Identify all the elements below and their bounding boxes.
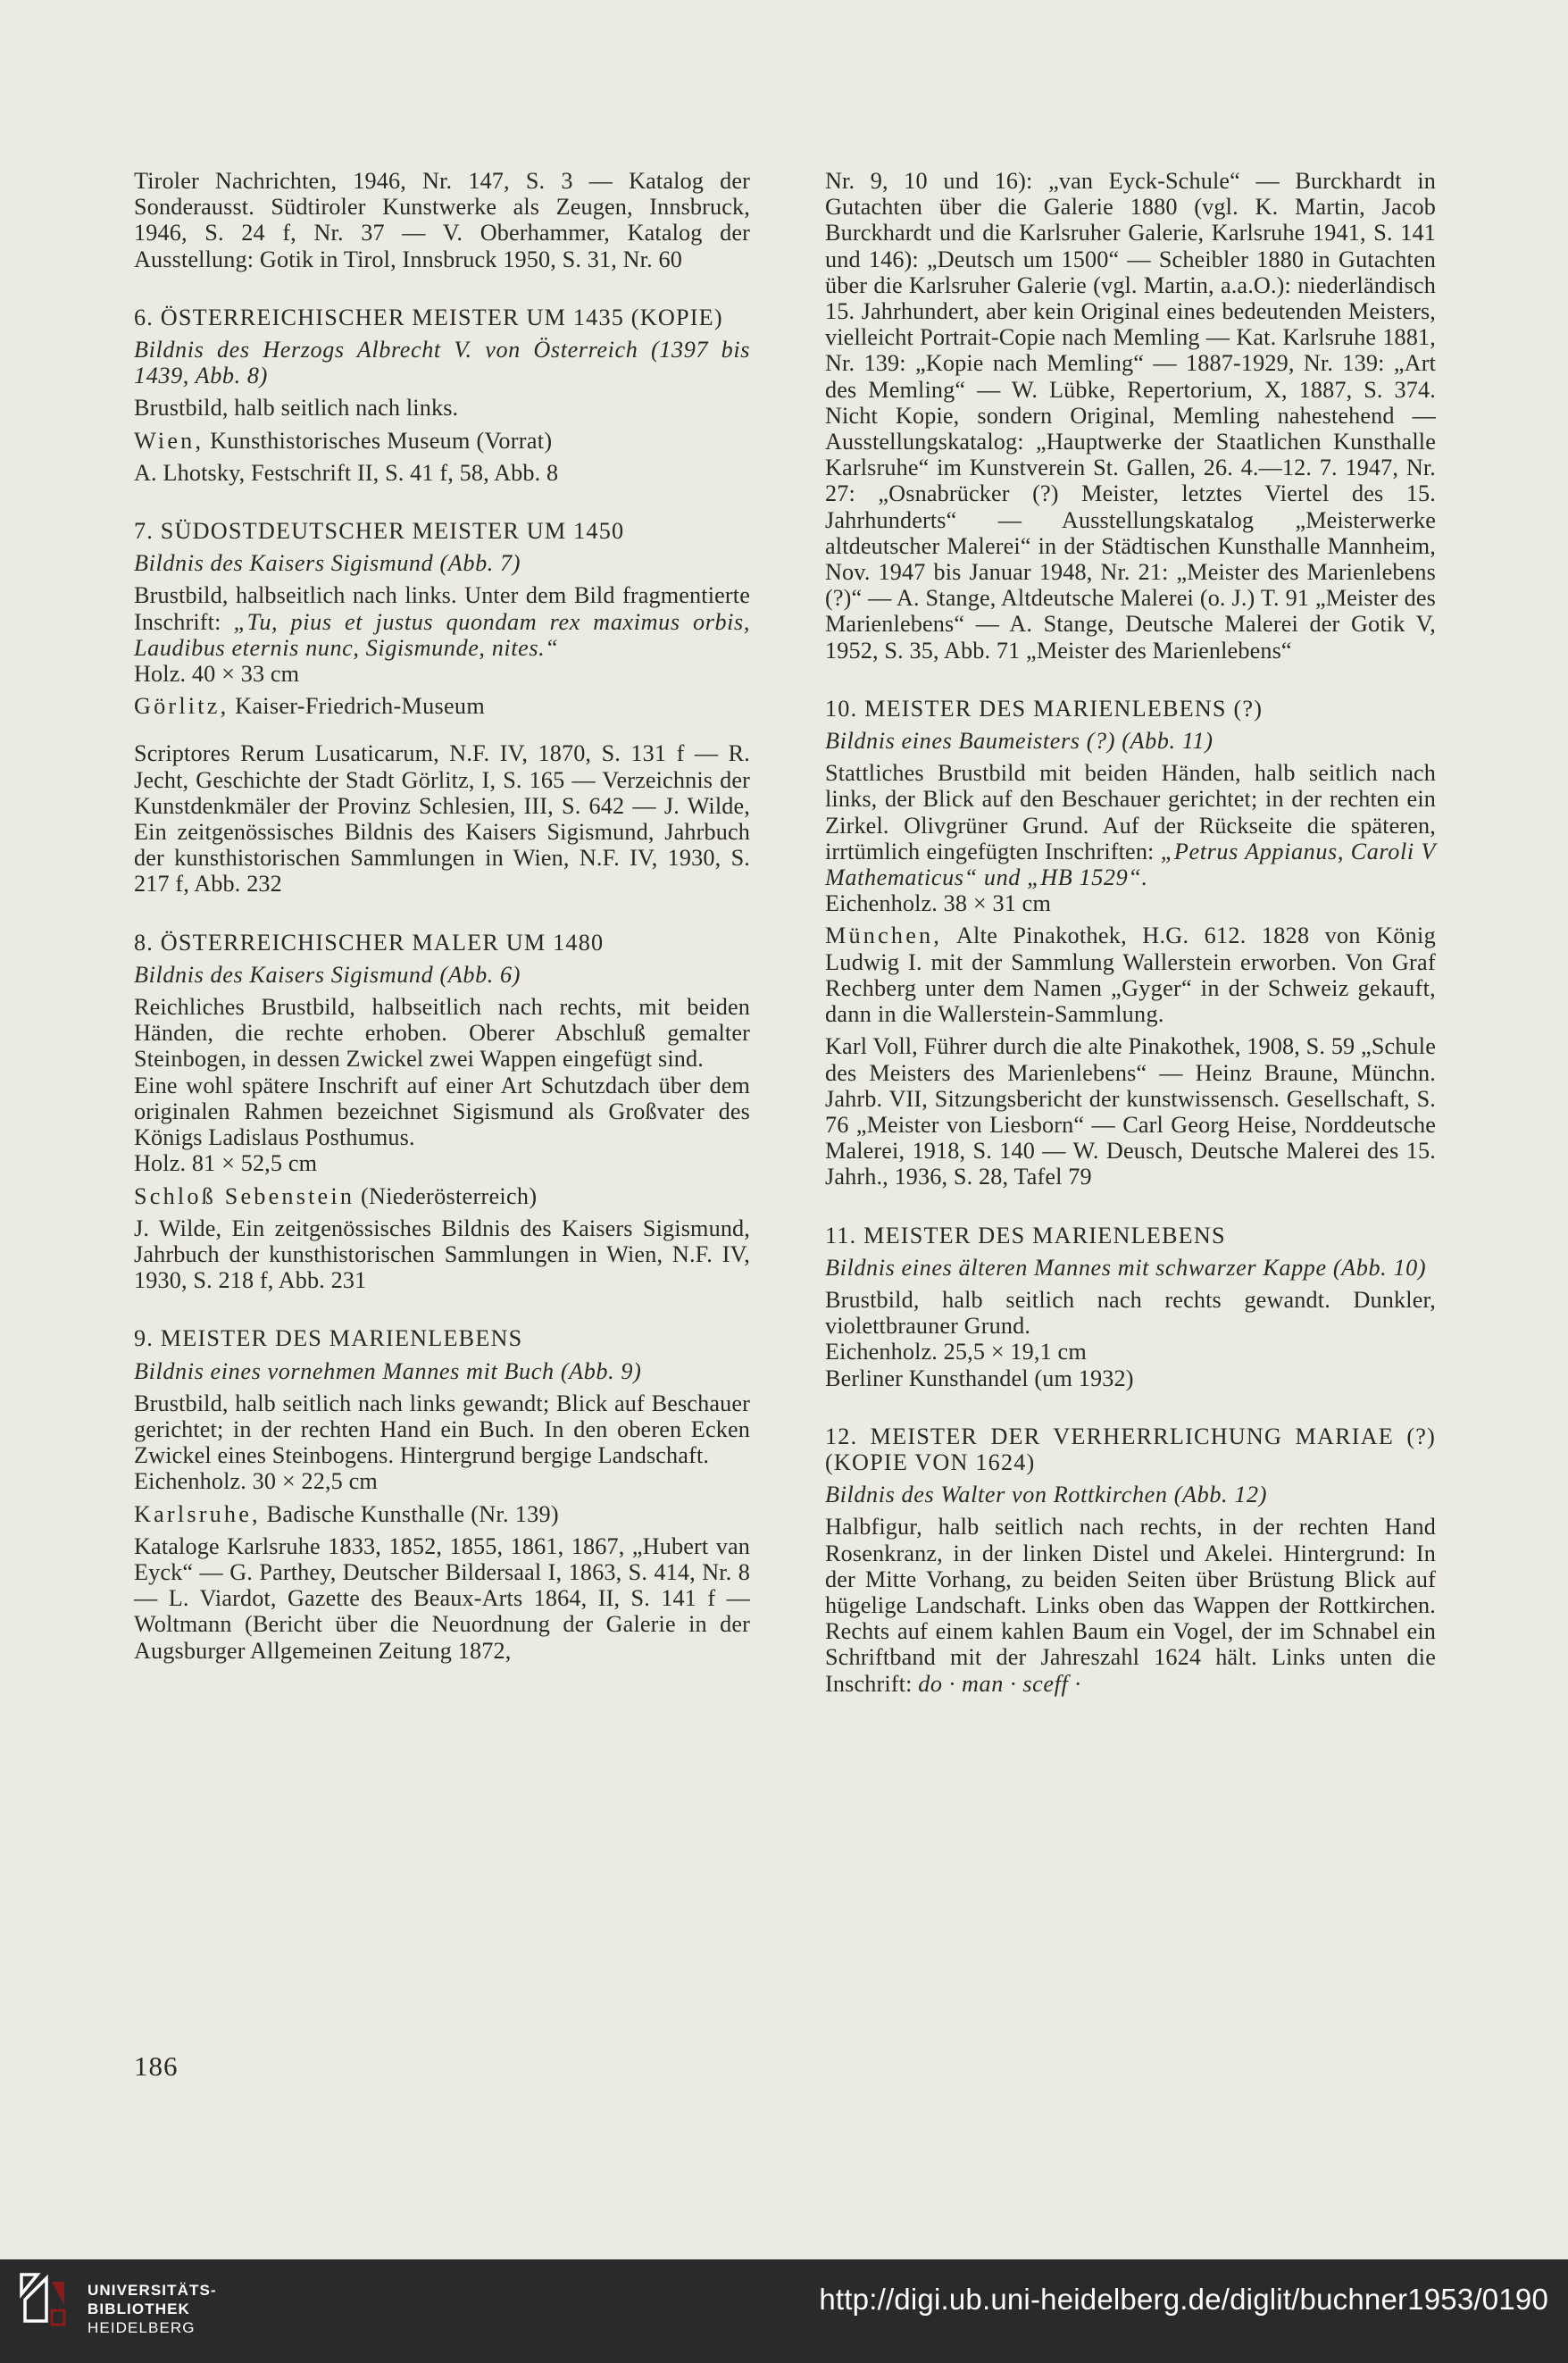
university-library-logo-icon[interactable] bbox=[16, 2269, 70, 2330]
entry-11-subtitle: Bildnis eines älteren Mannes mit schwarzer Kappe (Abb. 10) bbox=[825, 1254, 1427, 1281]
entry-9-literature: Kataloge Karlsruhe 1833, 1852, 1855, 1861, 1867, „Hubert van Eyck“ — G. Parthey, Deutscher Bildersaal I, 1863, S. 414, Nr. 8 — L. Viardot, Gazette des Beaux-Arts 1864, II, S. 141 f — Woltmann (Bericht über die Neuordnung der Galerie in der Augsburger Allgemeinen Zeitung 1872, bbox=[134, 1532, 750, 1664]
entry-12-heading: 12. MEISTER DER VERHERRLICHUNG MARIAE (?) (KOPIE VON 1624) bbox=[825, 1423, 1436, 1475]
entry-6-location-rest: Kunsthistorisches Museum (Vorrat) bbox=[204, 427, 553, 454]
entry-10-inscription: „Petrus Appianus, Caroli V Mathematicus“ und „HB 1529“. bbox=[825, 838, 1436, 891]
entry-7-description bbox=[134, 582, 750, 661]
entry-7-literature: Scriptores Rerum Lusaticarum, N.F. IV, 1870, S. 131 f — R. Jecht, Geschichte der Stadt Görlitz, I, S. 165 — Verzeichnis der Kunstdenkmäler der Provinz Schlesien, III, S. 642 — J. Wilde, Ein zeitgenössisches Bildnis des Kaisers Sigismund, Jahrbuch der kunsthistorischen Sammlungen in Wien, N.F. IV, 1930, S. 217 f, Abb. 232 bbox=[134, 740, 750, 898]
right-column bbox=[825, 168, 1436, 1697]
library-name-line-1: UNIVERSITÄTS- bbox=[88, 2282, 217, 2299]
entry-11-heading: 11. MEISTER DES MARIENLEBENS bbox=[825, 1222, 1226, 1248]
entry-11-material: Eichenholz. 25,5 × 19,1 cm bbox=[825, 1339, 1087, 1365]
entry-12-subtitle: Bildnis des Walter von Rottkirchen (Abb. 12) bbox=[825, 1482, 1268, 1508]
entry-7-material: Holz. 40 × 33 cm bbox=[134, 661, 300, 688]
page-number: 186 bbox=[134, 2050, 179, 2082]
entry-9-material: Eichenholz. 30 × 22,5 cm bbox=[134, 1468, 378, 1495]
entry-8-description: Reichliches Brustbild, halbseitlich nach rechts, mit beiden Händen, die rechte erhoben. Oberer Abschluß gemalter Steinbogen, in dessen Zwickel zwei Wappen eingefügt sind. bbox=[134, 994, 750, 1073]
intro-literature: Tiroler Nachrichten, 1946, Nr. 147, S. 3 — Katalog der Sonderausst. Südtiroler Kunstwerke als Zeugen, Innsbruck, 1946, S. 24 f, Nr. 37 — V. Oberhammer, Katalog der Ausstellung: Gotik in Tirol, Innsbruck 1950, S. 31, Nr. 60 bbox=[134, 168, 750, 272]
entry-8-literature: J. Wilde, Ein zeitgenössisches Bildnis des Kaisers Sigismund, Jahrbuch der kunsthistorischen Sammlungen in Wien, N.F. IV, 1930, S. 218 f, Abb. 231 bbox=[134, 1215, 750, 1294]
entry-7-heading: 7. SÜDOSTDEUTSCHER MEISTER UM 1450 bbox=[134, 518, 625, 545]
entry-9-location-city: Karlsruhe, bbox=[134, 1500, 261, 1527]
entry-9-location bbox=[134, 1501, 750, 1527]
entry-7-description-text: Brustbild, halbseitlich nach links. Unter dem Bild fragmentierte Inschrift: bbox=[134, 582, 750, 635]
entry-7-inscription: „Tu, pius et justus quondam rex maximus orbis, Laudibus eternis nunc, Sigismunde, nites.“ bbox=[134, 608, 750, 661]
library-name-line-3: HEIDELBERG bbox=[88, 2319, 196, 2336]
entry-11-description: Brustbild, halb seitlich nach rechts gewandt. Dunkler, violettbrauner Grund. bbox=[825, 1286, 1436, 1340]
entry-6-heading: 6. ÖSTERREICHISCHER MEISTER UM 1435 (KOPIE) bbox=[134, 304, 723, 330]
entry-6-subtitle: Bildnis des Herzogs Albrecht V. von Österreich (1397 bis 1439, Abb. 8) bbox=[134, 337, 750, 389]
entry-8-material: Holz. 81 × 52,5 cm bbox=[134, 1150, 318, 1177]
entry-8-location-rest: (Niederösterreich) bbox=[354, 1182, 538, 1209]
entry-7-location bbox=[134, 693, 750, 719]
entry-10-location-rest: Alte Pinakothek, H.G. 612. 1828 von König Ludwig I. mit der Sammlung Wallerstein erworben. Von Graf Rechberg unter dem Namen „Gyger“ in der Schweiz gekauft, dann in die Wallerstein-Sammlung. bbox=[825, 923, 1436, 1028]
entry-6-location-city: Wien, bbox=[134, 427, 204, 454]
entry-7-location-city: Görlitz, bbox=[134, 693, 229, 720]
entry-10-heading: 10. MEISTER DES MARIENLEBENS (?) bbox=[825, 695, 1264, 722]
entry-10-location bbox=[825, 923, 1436, 1027]
entry-8-subtitle: Bildnis des Kaisers Sigismund (Abb. 6) bbox=[134, 961, 521, 988]
entry-10-location-city: München, bbox=[825, 923, 943, 949]
left-column bbox=[134, 168, 750, 1664]
entry-10-material: Eichenholz. 38 × 31 cm bbox=[825, 890, 1051, 917]
entry-6-location bbox=[134, 428, 750, 454]
entry-9-subtitle: Bildnis eines vornehmen Mannes mit Buch (Abb. 9) bbox=[134, 1357, 642, 1384]
entry-9-literature-continued: Nr. 9, 10 und 16): „van Eyck-Schule“ — Burckhardt in Gutachten über die Galerie 1880 (vgl. K. Martin, Jacob Burckhardt und die Karlsruher Galerie, Karlsruhe 1941, S. 141 und 146): „Deutsch um 1500“ — Scheibler 1880 in Gutachten über die Karlsruher Galerie (vgl. Martin, a.a.O.): niederländisch 15. Jahrhundert, aber kein Original eines bedeutenden Meisters, vielleicht Portrait-Copie nach Memling — Kat. Karlsruhe 1881, Nr. 139: „Kopie nach Memling“ — 1887-1929, Nr. 139: „Art des Memling“ — W. Lübke, Repertorium, X, 1887, S. 374. Nicht Kopie, sondern Original, Memling nahestehend — Ausstellungskatalog: „Hauptwerke der Staatlichen Kunsthalle Karlsruhe“ im Kunstverein St. Gallen, 26. 4.—12. 7. 1947, Nr. 27: „Osnabrücker (?) Meister, letztes Viertel des 15. Jahrhunderts“ — Ausstellungskatalog „Meisterwerke altdeutscher Malerei“ in der Städtischen Kunsthalle Mannheim, Nov. 1947 bis Januar 1948, Nr. 21: „Meister des Marienlebens (?)“ — A. Stange, Altdeutsche Malerei (o. J.) T. 91 „Meister des Marienlebens“ — A. Stange, Deutsche Malerei der Gotik V, 1952, S. 35, Abb. 71 „Meister des Marienlebens“ bbox=[825, 168, 1436, 664]
entry-10-subtitle: Bildnis eines Baumeisters (?) (Abb. 11) bbox=[825, 728, 1214, 755]
entry-9-location-rest: Badische Kunsthalle (Nr. 139) bbox=[260, 1500, 559, 1527]
entry-8-location bbox=[134, 1183, 750, 1209]
library-name-line-2: BIBLIOTHEK bbox=[88, 2300, 190, 2317]
entry-7-subtitle: Bildnis des Kaisers Sigismund (Abb. 7) bbox=[134, 550, 521, 577]
entry-7-location-rest: Kaiser-Friedrich-Museum bbox=[229, 693, 485, 720]
entry-6-description: Brustbild, halb seitlich nach links. bbox=[134, 395, 459, 422]
entry-9-description: Brustbild, halb seitlich nach links gewandt; Blick auf Beschauer gerichtet; in der rechten Hand ein Buch. In den oberen Ecken Zwickel eines Steinbogens. Hintergrund bergige Landschaft. bbox=[134, 1390, 750, 1469]
entry-11-location: Berliner Kunsthandel (um 1932) bbox=[825, 1365, 1134, 1391]
entry-6-literature: A. Lhotsky, Festschrift II, S. 41 f, 58, Abb. 8 bbox=[134, 459, 559, 486]
entry-10-description-text: Stattliches Brustbild mit beiden Händen, halb seitlich nach links, der Blick auf den Beschauer gerichtet; in der rechten ein Zirkel. Olivgrüner Grund. Auf der Rückseite die späteren, irrtümlich eingefügten Inschriften: bbox=[825, 760, 1436, 864]
entry-8-location-city: Schloß Sebenstein bbox=[134, 1182, 355, 1209]
entry-12-description-text: Halbfigur, halb seitlich nach rechts, in der rechten Hand Rosenkranz, in der linken Distel und Akelei. Hintergrund: In der Mitte Vorhang, zu beiden Seiten über Brüstung Blick auf hügelige Landschaft. Links oben das Wappen der Rottkirchen. Rechts auf einem kahlen Baum ein Vogel, der im Schnabel ein Schriftband mit der Jahreszahl 1624 hält. Links unten die Inschrift: bbox=[825, 1514, 1436, 1697]
entry-10-description bbox=[825, 760, 1436, 890]
entry-10-literature: Karl Voll, Führer durch die alte Pinakothek, 1908, S. 59 „Schule des Meisters des Marienlebens“ — Heinz Braune, Münchn. Jahrb. VII, Sitzungsbericht der kunstwissensch. Gesellschaft, S. 76 „Meister von Liesborn“ — Carl Georg Heise, Norddeutsche Malerei, 1918, S. 140 — W. Deusch, Deutsche Malerei des 15. Jahrh., 1936, S. 28, Tafel 79 bbox=[825, 1033, 1436, 1190]
entry-8-heading: 8. ÖSTERREICHISCHER MALER UM 1480 bbox=[134, 929, 605, 956]
entry-12-description bbox=[825, 1514, 1436, 1696]
entry-8-description-2: Eine wohl spätere Inschrift auf einer Art Schutzdach über dem originalen Rahmen bezeichnet Sigismund als Großvater des Königs Ladislaus Posthumus. bbox=[134, 1072, 750, 1151]
digital-copy-url[interactable]: http://digi.ub.uni-heidelberg.de/diglit/buchner1953/0190 bbox=[819, 2283, 1548, 2316]
entry-12-inscription: do · man · sceff · bbox=[918, 1670, 1081, 1697]
entry-9-heading: 9. MEISTER DES MARIENLEBENS bbox=[134, 1325, 523, 1352]
